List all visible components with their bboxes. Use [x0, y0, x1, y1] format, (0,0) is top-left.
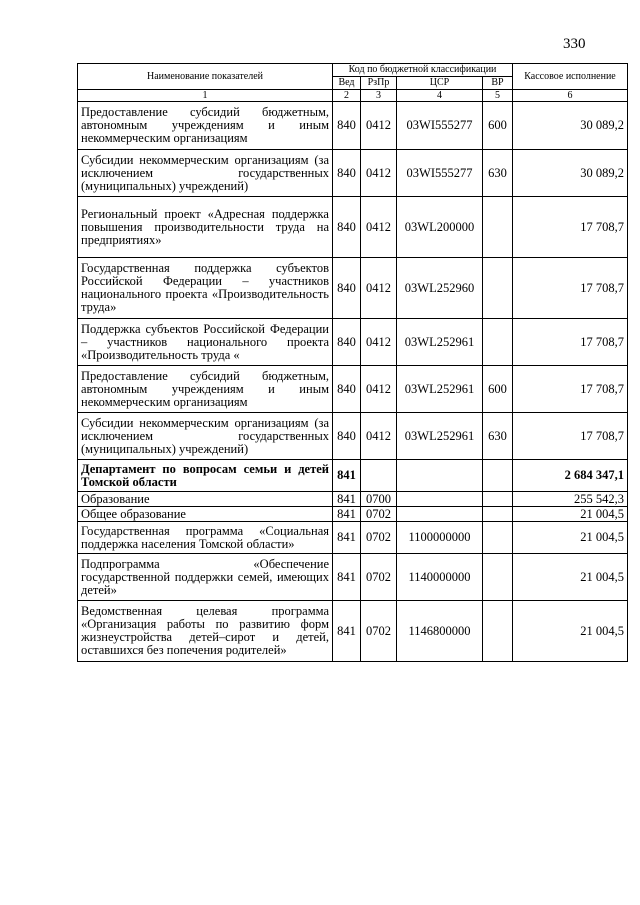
vr-code — [483, 554, 513, 601]
ved-code: 840 — [333, 366, 361, 413]
table-row — [78, 366, 628, 413]
rzpr-code: 0412 — [361, 258, 397, 319]
table-row — [78, 413, 628, 460]
indicator-name: Субсидии некоммерческим организациям (за исключением государственных (муниципальных) учреждений) — [78, 413, 333, 460]
column-number: 2 — [333, 90, 361, 102]
csr-code — [397, 492, 483, 507]
ved-code: 840 — [333, 102, 361, 150]
indicator-name: Подпрограмма «Обеспечение государственной поддержки семей, имеющих детей» — [78, 554, 333, 601]
header-amount: Кассовое исполнение — [513, 64, 628, 90]
rzpr-code: 0412 — [361, 197, 397, 258]
column-number: 5 — [483, 90, 513, 102]
header-rzpr: РзПр — [361, 77, 397, 90]
table-body — [78, 102, 628, 662]
vr-code — [483, 319, 513, 366]
csr-code: 1146800000 — [397, 601, 483, 662]
column-number: 4 — [397, 90, 483, 102]
ved-code: 840 — [333, 258, 361, 319]
csr-code: 03WI555277 — [397, 102, 483, 150]
column-number: 6 — [513, 90, 628, 102]
column-number: 1 — [78, 90, 333, 102]
table-row — [78, 150, 628, 197]
amount-value: 30 089,2 — [513, 150, 628, 197]
vr-code — [483, 507, 513, 522]
header-classification: Код по бюджетной классификации — [333, 64, 513, 77]
budget-execution-table — [77, 63, 628, 662]
table-row — [78, 554, 628, 601]
rzpr-code — [361, 460, 397, 492]
amount-value: 21 004,5 — [513, 507, 628, 522]
table-row — [78, 601, 628, 662]
header-vr: ВР — [483, 77, 513, 90]
table-row — [78, 507, 628, 522]
rzpr-code: 0700 — [361, 492, 397, 507]
vr-code — [483, 492, 513, 507]
header-name: Наименование показателей — [78, 64, 333, 90]
header-ved: Вед — [333, 77, 361, 90]
rzpr-code: 0702 — [361, 601, 397, 662]
rzpr-code: 0412 — [361, 102, 397, 150]
indicator-name: Предоставление субсидий бюджетным, автономным учреждениям и иным некоммерческим организациям — [78, 102, 333, 150]
amount-value: 2 684 347,1 — [513, 460, 628, 492]
table-row — [78, 258, 628, 319]
csr-code: 1140000000 — [397, 554, 483, 601]
rzpr-code: 0702 — [361, 522, 397, 554]
table-row — [78, 522, 628, 554]
csr-code: 03WL252960 — [397, 258, 483, 319]
ved-code: 841 — [333, 522, 361, 554]
amount-value: 21 004,5 — [513, 601, 628, 662]
vr-code: 600 — [483, 102, 513, 150]
csr-code: 03WL252961 — [397, 319, 483, 366]
csr-code: 03WL200000 — [397, 197, 483, 258]
table-row — [78, 197, 628, 258]
ved-code: 841 — [333, 554, 361, 601]
rzpr-code: 0412 — [361, 366, 397, 413]
amount-value: 17 708,7 — [513, 366, 628, 413]
indicator-name: Государственная программа «Социальная поддержка населения Томской области» — [78, 522, 333, 554]
vr-code — [483, 258, 513, 319]
amount-value: 21 004,5 — [513, 522, 628, 554]
table-row — [78, 102, 628, 150]
vr-code — [483, 197, 513, 258]
indicator-name: Региональный проект «Адресная поддержка повышения производительности труда на предприятиях» — [78, 197, 333, 258]
rzpr-code: 0412 — [361, 319, 397, 366]
vr-code — [483, 522, 513, 554]
amount-value: 255 542,3 — [513, 492, 628, 507]
indicator-name: Образование — [78, 492, 333, 507]
indicator-name: Ведомственная целевая программа «Организация работы по развитию форм жизнеустройства детей–сирот и детей, оставшихся без попечения родителей» — [78, 601, 333, 662]
amount-value: 21 004,5 — [513, 554, 628, 601]
ved-code: 841 — [333, 460, 361, 492]
vr-code: 600 — [483, 366, 513, 413]
amount-value: 30 089,2 — [513, 102, 628, 150]
amount-value: 17 708,7 — [513, 319, 628, 366]
header-csr: ЦСР — [397, 77, 483, 90]
csr-code: 03WL252961 — [397, 366, 483, 413]
indicator-name: Государственная поддержка субъектов Российской Федерации – участников национального проекта «Производительность труда» — [78, 258, 333, 319]
rzpr-code: 0412 — [361, 413, 397, 460]
indicator-name: Департамент по вопросам семьи и детей Томской области — [78, 460, 333, 492]
page-number: 330 — [563, 36, 586, 52]
ved-code: 840 — [333, 197, 361, 258]
indicator-name: Поддержка субъектов Российской Федерации – участников национального проекта «Производительность труда « — [78, 319, 333, 366]
csr-code: 03WL252961 — [397, 413, 483, 460]
rzpr-code: 0702 — [361, 507, 397, 522]
vr-code: 630 — [483, 413, 513, 460]
amount-value: 17 708,7 — [513, 197, 628, 258]
vr-code: 630 — [483, 150, 513, 197]
table-row — [78, 492, 628, 507]
ved-code: 841 — [333, 601, 361, 662]
ved-code: 840 — [333, 319, 361, 366]
ved-code: 841 — [333, 507, 361, 522]
indicator-name: Субсидии некоммерческим организациям (за исключением государственных (муниципальных) учреждений) — [78, 150, 333, 197]
vr-code — [483, 601, 513, 662]
indicator-name: Общее образование — [78, 507, 333, 522]
vr-code — [483, 460, 513, 492]
amount-value: 17 708,7 — [513, 413, 628, 460]
ved-code: 840 — [333, 413, 361, 460]
csr-code: 1100000000 — [397, 522, 483, 554]
amount-value: 17 708,7 — [513, 258, 628, 319]
table-row — [78, 319, 628, 366]
rzpr-code: 0702 — [361, 554, 397, 601]
csr-code — [397, 460, 483, 492]
ved-code: 840 — [333, 150, 361, 197]
table-row — [78, 460, 628, 492]
rzpr-code: 0412 — [361, 150, 397, 197]
ved-code: 841 — [333, 492, 361, 507]
column-number: 3 — [361, 90, 397, 102]
indicator-name: Предоставление субсидий бюджетным, автономным учреждениям и иным некоммерческим организациям — [78, 366, 333, 413]
csr-code — [397, 507, 483, 522]
csr-code: 03WI555277 — [397, 150, 483, 197]
